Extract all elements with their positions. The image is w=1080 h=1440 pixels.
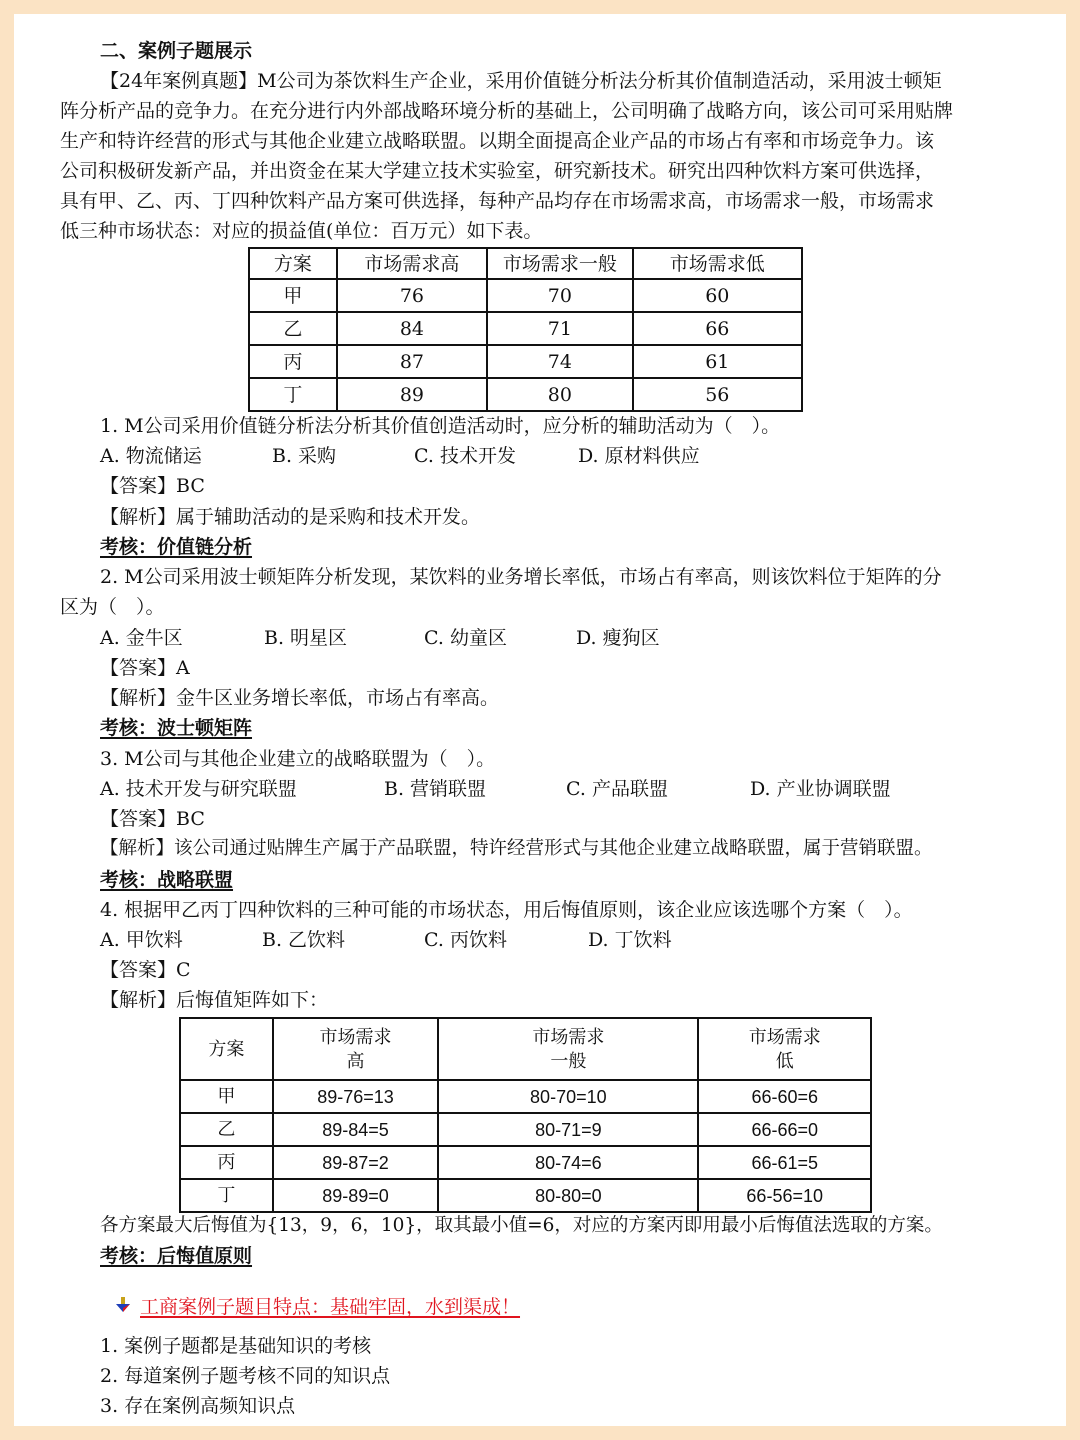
- intro-line: 低三种市场状态：对应的损益值(单位：百万元）如下表。: [60, 220, 543, 242]
- q3-option-a: A. 技术开发与研究联盟: [100, 778, 297, 800]
- table-row: [249, 279, 802, 312]
- table-cell: 60: [633, 279, 802, 312]
- table-cell: 80: [487, 378, 632, 411]
- table-cell: 80-70=10: [438, 1080, 698, 1113]
- q2-answer: 【答案】A: [100, 657, 190, 679]
- table-cell: 乙: [249, 312, 337, 345]
- table-cell: 66-66=0: [698, 1113, 871, 1146]
- table-cell: 89: [337, 378, 487, 411]
- q2-option-d: D. 瘦狗区: [576, 627, 660, 649]
- table-header-cell: 市场需求一般: [487, 248, 632, 279]
- table-row: [249, 378, 802, 411]
- q1-option-b: B. 采购: [272, 445, 337, 467]
- q3-exam-point: 考核：战略联盟: [100, 869, 234, 891]
- q1-option-a: A. 物流储运: [100, 445, 202, 467]
- intro-line: 生产和特许经营的形式与其他企业建立战略联盟。以期全面提高企业产品的市场占有率和市场竞争力。该: [60, 130, 935, 152]
- table-cell: 61: [633, 345, 802, 378]
- q1-option-d: D. 原材料供应: [578, 445, 700, 467]
- question-4: 4. 根据甲乙丙丁四种饮料的三种可能的市场状态，用后悔值原则，该企业应该选哪个方案（ ）。: [100, 899, 913, 921]
- q1-analysis: 【解析】属于辅助活动的是采购和技术开发。: [100, 506, 481, 528]
- table-cell: 76: [337, 279, 487, 312]
- q4-exam-point: 考核：后悔值原则: [100, 1245, 253, 1267]
- question-2-cont: 区为（ ）。: [60, 596, 165, 618]
- list-item: 3. 存在案例高频知识点: [100, 1395, 296, 1417]
- table-row: [180, 1146, 871, 1179]
- q4-option-b: B. 乙饮料: [262, 929, 346, 951]
- table-row: [249, 312, 802, 345]
- table-cell: 80-71=9: [438, 1113, 698, 1146]
- table-cell: 74: [487, 345, 632, 378]
- table-cell: 89-76=13: [273, 1080, 439, 1113]
- q4-option-d: D. 丁饮料: [588, 929, 672, 951]
- q3-option-d: D. 产业协调联盟: [750, 778, 891, 800]
- q3-answer: 【答案】BC: [100, 808, 205, 830]
- table-row: [249, 345, 802, 378]
- table-cell: 80-74=6: [438, 1146, 698, 1179]
- q4-option-a: A. 甲饮料: [100, 929, 183, 951]
- header-text: 市场需求: [532, 1027, 605, 1047]
- table-header-row: [249, 248, 802, 279]
- table-header-row: [180, 1018, 871, 1080]
- table-row: [180, 1080, 871, 1113]
- list-item: 1. 案例子题都是基础知识的考核: [100, 1335, 372, 1357]
- regret-matrix-table: [179, 1017, 872, 1213]
- header-text: 市场需求: [748, 1027, 821, 1047]
- table-cell: 丙: [249, 345, 337, 378]
- table-cell: 甲: [249, 279, 337, 312]
- table-cell: 87: [337, 345, 487, 378]
- header-text: 市场需求: [319, 1027, 392, 1047]
- q1-answer: 【答案】BC: [100, 475, 205, 497]
- q1-option-c: C. 技术开发: [414, 445, 516, 467]
- table-cell: 89-89=0: [273, 1179, 439, 1212]
- table-cell: 56: [633, 378, 802, 411]
- table-cell: 71: [487, 312, 632, 345]
- header-text: 方案: [208, 1039, 245, 1059]
- table-cell: 84: [337, 312, 487, 345]
- table-cell: 丁: [180, 1179, 273, 1212]
- table-cell: 89-84=5: [273, 1113, 439, 1146]
- q4-option-c: C. 丙饮料: [424, 929, 507, 951]
- intro-line: 具有甲、乙、丙、丁四种饮料产品方案可供选择，每种产品均存在市场需求高，市场需求一般，市场需求: [60, 190, 935, 212]
- down-arrow-icon: [114, 1296, 132, 1314]
- table-header-cell: 市场需求高: [337, 248, 487, 279]
- q3-analysis: 【解析】该公司通过贴牌生产属于产品联盟，特许经营形式与其他企业建立战略联盟，属于营销联盟。: [100, 838, 933, 859]
- intro-line: 阵分析产品的竞争力。在充分进行内外部战略环境分析的基础上，公司明确了战略方向，该公司可采用贴牌: [60, 100, 954, 122]
- table-cell: 66-61=5: [698, 1146, 871, 1179]
- table-header-cell: [438, 1018, 698, 1080]
- table-header-cell: [273, 1018, 439, 1080]
- table-cell: 丙: [180, 1146, 273, 1179]
- table-header-cell: [180, 1018, 273, 1080]
- question-3: 3. M公司与其他企业建立的战略联盟为（ ）。: [100, 748, 496, 770]
- q2-option-a: A. 金牛区: [100, 627, 183, 649]
- header-text: 高: [346, 1051, 365, 1071]
- header-text: 低: [775, 1051, 794, 1071]
- q3-option-c: C. 产品联盟: [566, 778, 668, 800]
- q4-conclusion: 各方案最大后悔值为{13，9，6，10}，取其最小值=6，对应的方案丙即用最小后悔值法选取的方案。: [100, 1215, 943, 1236]
- table-row: [180, 1113, 871, 1146]
- table-header-cell: 方案: [249, 248, 337, 279]
- q2-option-c: C. 幼童区: [424, 627, 507, 649]
- question-2: 2. M公司采用波士顿矩阵分析发现，某饮料的业务增长率低，市场占有率高，则该饮料位于矩阵的分: [100, 566, 942, 588]
- table-row: [180, 1179, 871, 1212]
- q4-answer: 【答案】C: [100, 959, 191, 981]
- q2-option-b: B. 明星区: [264, 627, 348, 649]
- q1-exam-point: 考核：价值链分析: [100, 536, 253, 558]
- q4-analysis: 【解析】后悔值矩阵如下：: [100, 989, 329, 1011]
- document-page: [14, 14, 1066, 1426]
- payoff-table: [248, 247, 803, 412]
- header-text: 一般: [550, 1051, 587, 1071]
- table-header-cell: [698, 1018, 871, 1080]
- table-cell: 66-56=10: [698, 1179, 871, 1212]
- table-cell: 89-87=2: [273, 1146, 439, 1179]
- section-title: 二、案例子题展示: [100, 40, 253, 62]
- table-cell: 丁: [249, 378, 337, 411]
- table-cell: 66: [633, 312, 802, 345]
- intro-line: 公司积极研发新产品，并出资金在某大学建立技术实验室，研究新技术。研究出四种饮料方案可供选择，: [60, 160, 935, 182]
- question-1: 1. M公司采用价值链分析法分析其价值创造活动时，应分析的辅助活动为（ ）。: [100, 415, 781, 437]
- highlight-heading: 工商案例子题目特点：基础牢固，水到渠成！: [140, 1296, 521, 1318]
- q2-analysis: 【解析】金牛区业务增长率低，市场占有率高。: [100, 687, 500, 709]
- table-cell: 甲: [180, 1080, 273, 1113]
- intro-line: 【24年案例真题】M公司为茶饮料生产企业，采用价值链分析法分析其价值制造活动，采用波士顿矩: [100, 70, 942, 92]
- q2-exam-point: 考核：波士顿矩阵: [100, 717, 253, 739]
- table-cell: 70: [487, 279, 632, 312]
- table-cell: 乙: [180, 1113, 273, 1146]
- table-cell: 66-60=6: [698, 1080, 871, 1113]
- table-cell: 80-80=0: [438, 1179, 698, 1212]
- list-item: 2. 每道案例子题考核不同的知识点: [100, 1365, 391, 1387]
- table-header-cell: 市场需求低: [633, 248, 802, 279]
- q3-option-b: B. 营销联盟: [384, 778, 487, 800]
